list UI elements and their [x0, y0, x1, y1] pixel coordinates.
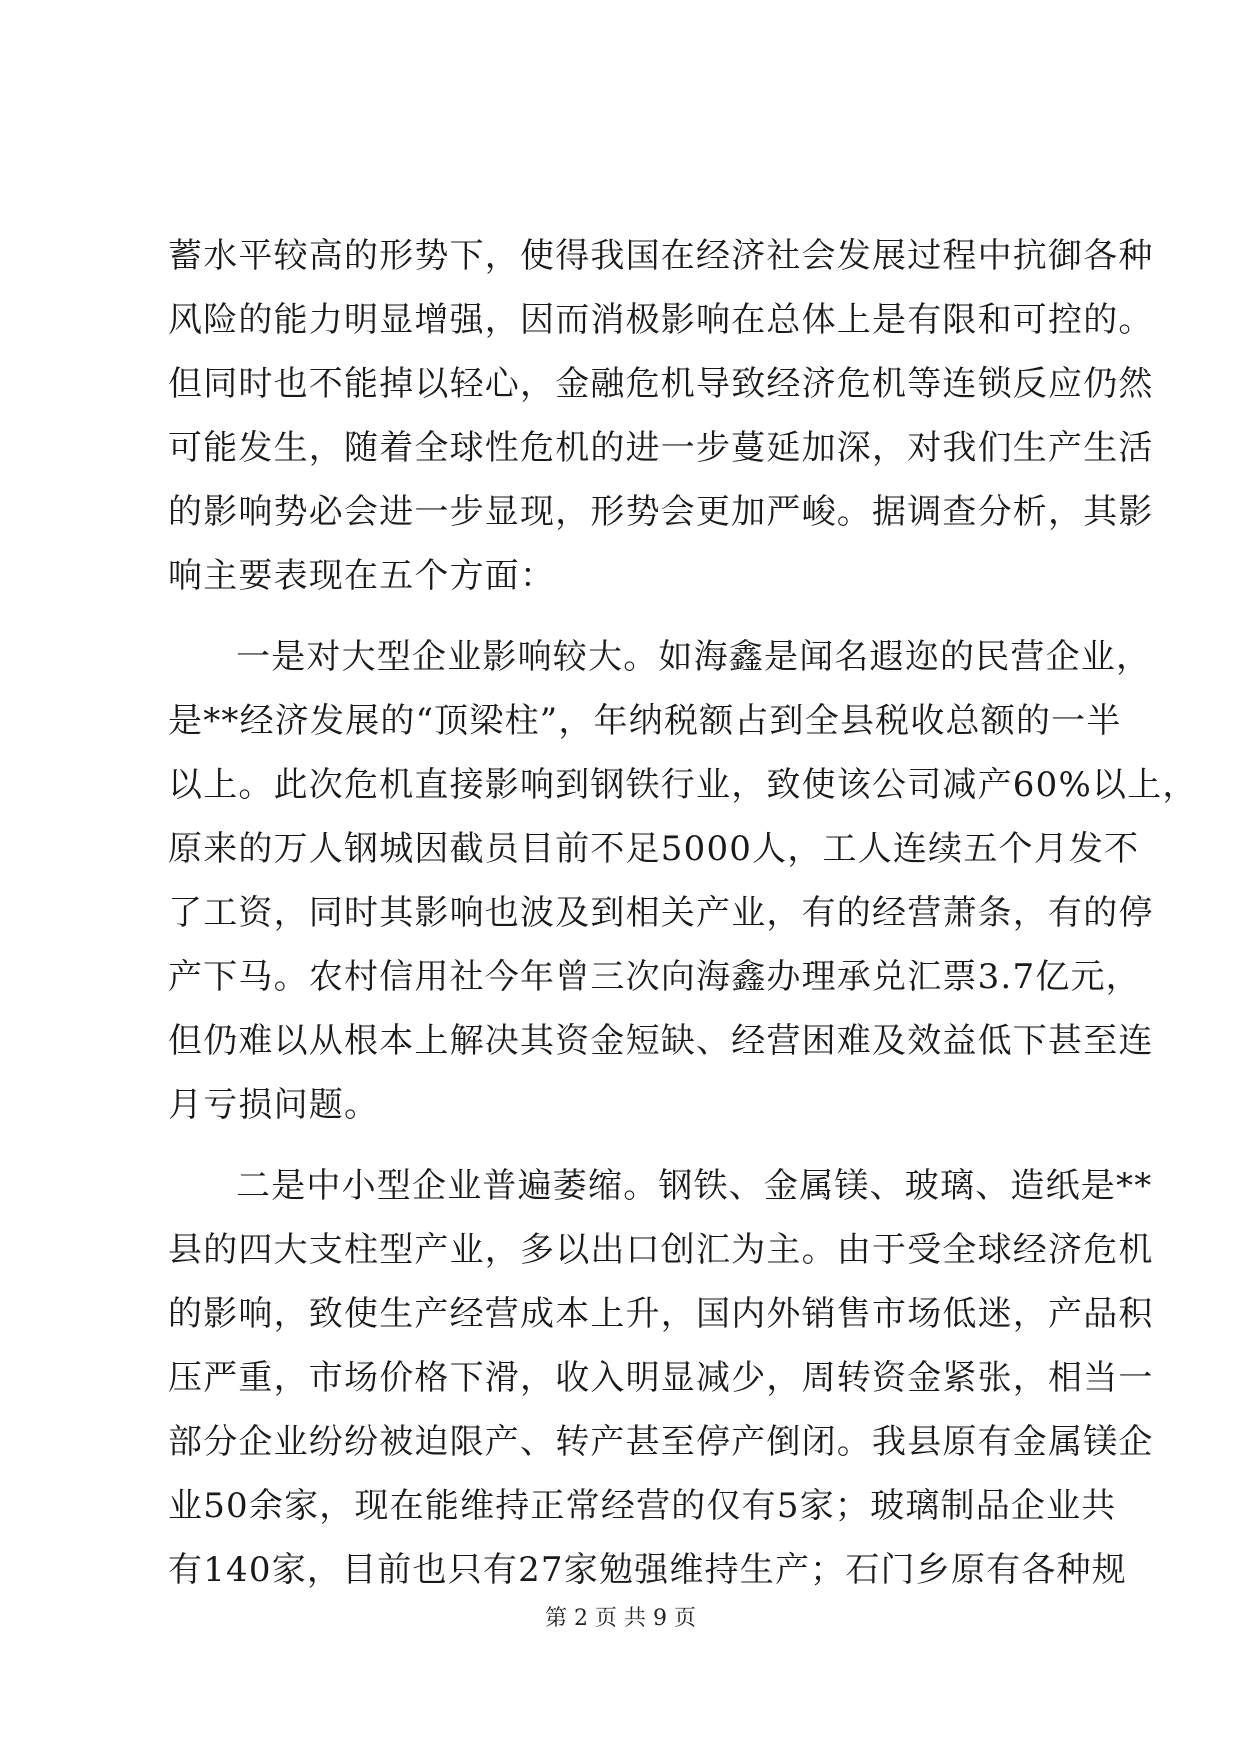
text-line: 蓄水平较高的形势下，使得我国在经济社会发展过程中抗御各种 [168, 236, 1154, 276]
text-line: 产下马。农村信用社今年曾三次向海鑫办理承兑汇票3.7亿元， [168, 957, 1141, 997]
text-line: 是**经济发展的“顶梁柱”，年纳税额占到全县税收总额的一半 [168, 701, 1122, 741]
text-line: 了工资，同时其影响也波及到相关产业，有的经营萧条，有的停 [168, 893, 1154, 933]
text-line: 有140家，目前也只有27家勉强维持生产；石门乡原有各种规 [168, 1550, 1127, 1590]
text-line: 业50余家，现在能维持正常经营的仅有5家；玻璃制品企业共 [168, 1486, 1117, 1526]
text-line: 响主要表现在五个方面： [168, 556, 556, 596]
text-line: 但仍难以从根本上解决其资金短缺、经营困难及效益低下甚至连 [168, 1021, 1154, 1061]
text-line: 一是对大型企业影响较大。如海鑫是闻名遐迩的民营企业， [236, 637, 1152, 677]
text-line: 的影响势必会进一步显现，形势会更加严峻。据调查分析，其影 [168, 492, 1154, 532]
text-line: 县的四大支柱型产业，多以出口创汇为主。由于受全球经济危机 [168, 1230, 1154, 1270]
text-line: 但同时也不能掉以轻心，金融危机导致经济危机等连锁反应仍然 [168, 364, 1154, 404]
page-number-footer: 第 2 页 共 9 页 [545, 1606, 696, 1631]
paragraph-spacer [168, 1137, 1080, 1154]
text-line: 二是中小型企业普遍萎缩。钢铁、金属镁、玻璃、造纸是** [236, 1166, 1153, 1206]
paragraph [168, 224, 1154, 608]
text-line: 风险的能力明显增强，因而消极影响在总体上是有限和可控的。 [168, 300, 1154, 340]
paragraph [168, 1154, 1154, 1602]
text-line: 以上。此次危机直接影响到钢铁行业，致使该公司减产60%以上， [168, 765, 1198, 805]
text-line: 原来的万人钢城因截员目前不足5000人，工人连续五个月发不 [168, 829, 1140, 869]
text-line: 月亏损问题。 [168, 1085, 380, 1125]
text-line: 可能发生，随着全球性危机的进一步蔓延加深，对我们生产生活 [168, 428, 1154, 468]
paragraph-spacer [168, 608, 1080, 625]
text-line: 压严重，市场价格下滑，收入明显减少，周转资金紧张，相当一 [168, 1358, 1154, 1398]
text-line: 部分企业纷纷被迫限产、转产甚至停产倒闭。我县原有金属镁企 [168, 1422, 1154, 1462]
paragraph [168, 625, 1198, 1137]
text-line: 的影响，致使生产经营成本上升，国内外销售市场低迷，产品积 [168, 1294, 1154, 1334]
document-body [168, 224, 1198, 1602]
